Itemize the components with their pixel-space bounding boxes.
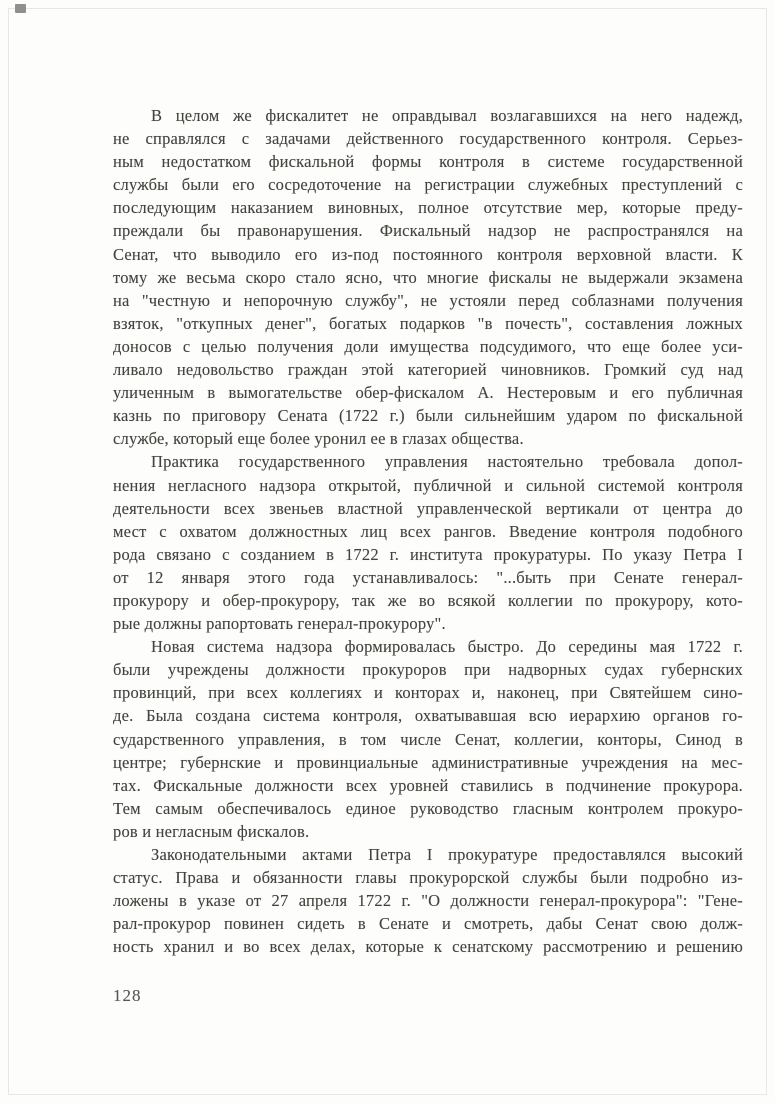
text-line: ложены в указе от 27 апреля 1722 г. "О должности генерал-прокурора": "Гене- <box>113 891 743 911</box>
text-line: последующим наказанием виновных, полное отсутствие мер, которые преду- <box>113 198 743 218</box>
text-line: провинций, при всех коллегиях и конторах и, наконец, при Святейшем сино- <box>113 683 743 703</box>
text-line: от 12 января этого года устанавливалось: "...быть при Сенате генерал- <box>113 567 743 587</box>
text-line: Новая система надзора формировалась быстро. До середины мая 1722 г. <box>151 637 743 657</box>
page-number: 128 <box>113 986 142 1005</box>
text-line: преждали бы правонарушения. Фискальный надзор не распространялся на <box>113 221 743 241</box>
text-line: Практика государственного управления настоятельно требовала допол- <box>151 452 743 472</box>
text-line: не справлялся с задачами действенного государственного контроля. Серьез- <box>113 129 743 149</box>
text-line: ров и негласным фискалов. <box>113 821 310 841</box>
text-line: де. Была создана система контроля, охватывавшая всю иерархию органов го- <box>113 706 743 726</box>
text-line: ность хранил и во всех делах, которые к сенатскому рассмотрению и решению <box>113 937 743 957</box>
text-line: деятельности всех звеньев властной управленческой вертикали от центра до <box>113 498 743 518</box>
text-line: службе, который еще более уронил ее в глазах общества. <box>113 429 524 449</box>
text-line: нения негласного надзора открытой, публичной и сильной системой контроля <box>113 475 743 495</box>
text-line: рые должны рапортовать генерал-прокурору". <box>113 614 446 634</box>
text-line: доносов с целью получения доли имущества подсудимого, что еще более уси- <box>113 336 743 356</box>
text-line: Сенат, что выводило его из-под постоянного контроля верховной власти. К <box>113 244 743 264</box>
text-line: были учреждены должности прокуроров при надворных судах губернских <box>113 660 743 680</box>
text-line: рода связано с созданием в 1722 г. института прокуратуры. По указу Петра I <box>113 544 743 564</box>
text-line: казнь по приговору Сената (1722 г.) были сильнейшим ударом по фискальной <box>113 406 743 426</box>
text-line: Законодательными актами Петра I прокуратуре предоставлялся высокий <box>151 845 743 864</box>
scan-artifact <box>15 4 26 13</box>
text-line: мест с охватом должностных лиц всех рангов. Введение контроля подобного <box>113 521 743 541</box>
text-line: службы были его сосредоточение на регистрации служебных преступлений с <box>113 175 743 195</box>
text-line: уличенным в вымогательстве обер-фискалом А. Нестеровым и его публичная <box>113 383 743 403</box>
text-line: В целом же фискалитет не оправдывал возлагавшихся на него надежд, <box>151 106 743 125</box>
text-line: прокурору и обер-прокурору, так же во всякой коллегии по прокурору, кото- <box>113 590 743 610</box>
text-line: взяток, "откупных денег", богатых подарков "в почесть", составления ложных <box>113 313 743 333</box>
text-line: ливало недовольство граждан этой категорией чиновников. Громкий суд над <box>113 360 743 380</box>
text-line: рал-прокурор повинен сидеть в Сенате и смотреть, дабы Сенат свою долж- <box>113 914 743 934</box>
text-line: тому же весьма скоро стало ясно, что многие фискалы не выдержали экзамена <box>113 267 743 287</box>
text-line: на "честную и непорочную службу", не устояли перед соблазнами получения <box>113 290 743 310</box>
body-text <box>113 104 743 958</box>
text-line: Тем самым обеспечивалось единое руководство гласным контролем прокуро- <box>113 798 743 818</box>
text-line: сударственного управления, в том числе Сенат, коллегии, конторы, Синод в <box>113 729 743 749</box>
text-line: тах. Фискальные должности всех уровней ставились в подчинение прокурора. <box>113 775 743 795</box>
text-line: ным недостатком фискальной формы контроля в системе государственной <box>113 152 743 172</box>
text-line: статус. Права и обязанности главы прокурорской службы были подробно из- <box>113 868 743 888</box>
text-line: центре; губернские и провинциальные административные учреждения на мес- <box>113 752 743 772</box>
